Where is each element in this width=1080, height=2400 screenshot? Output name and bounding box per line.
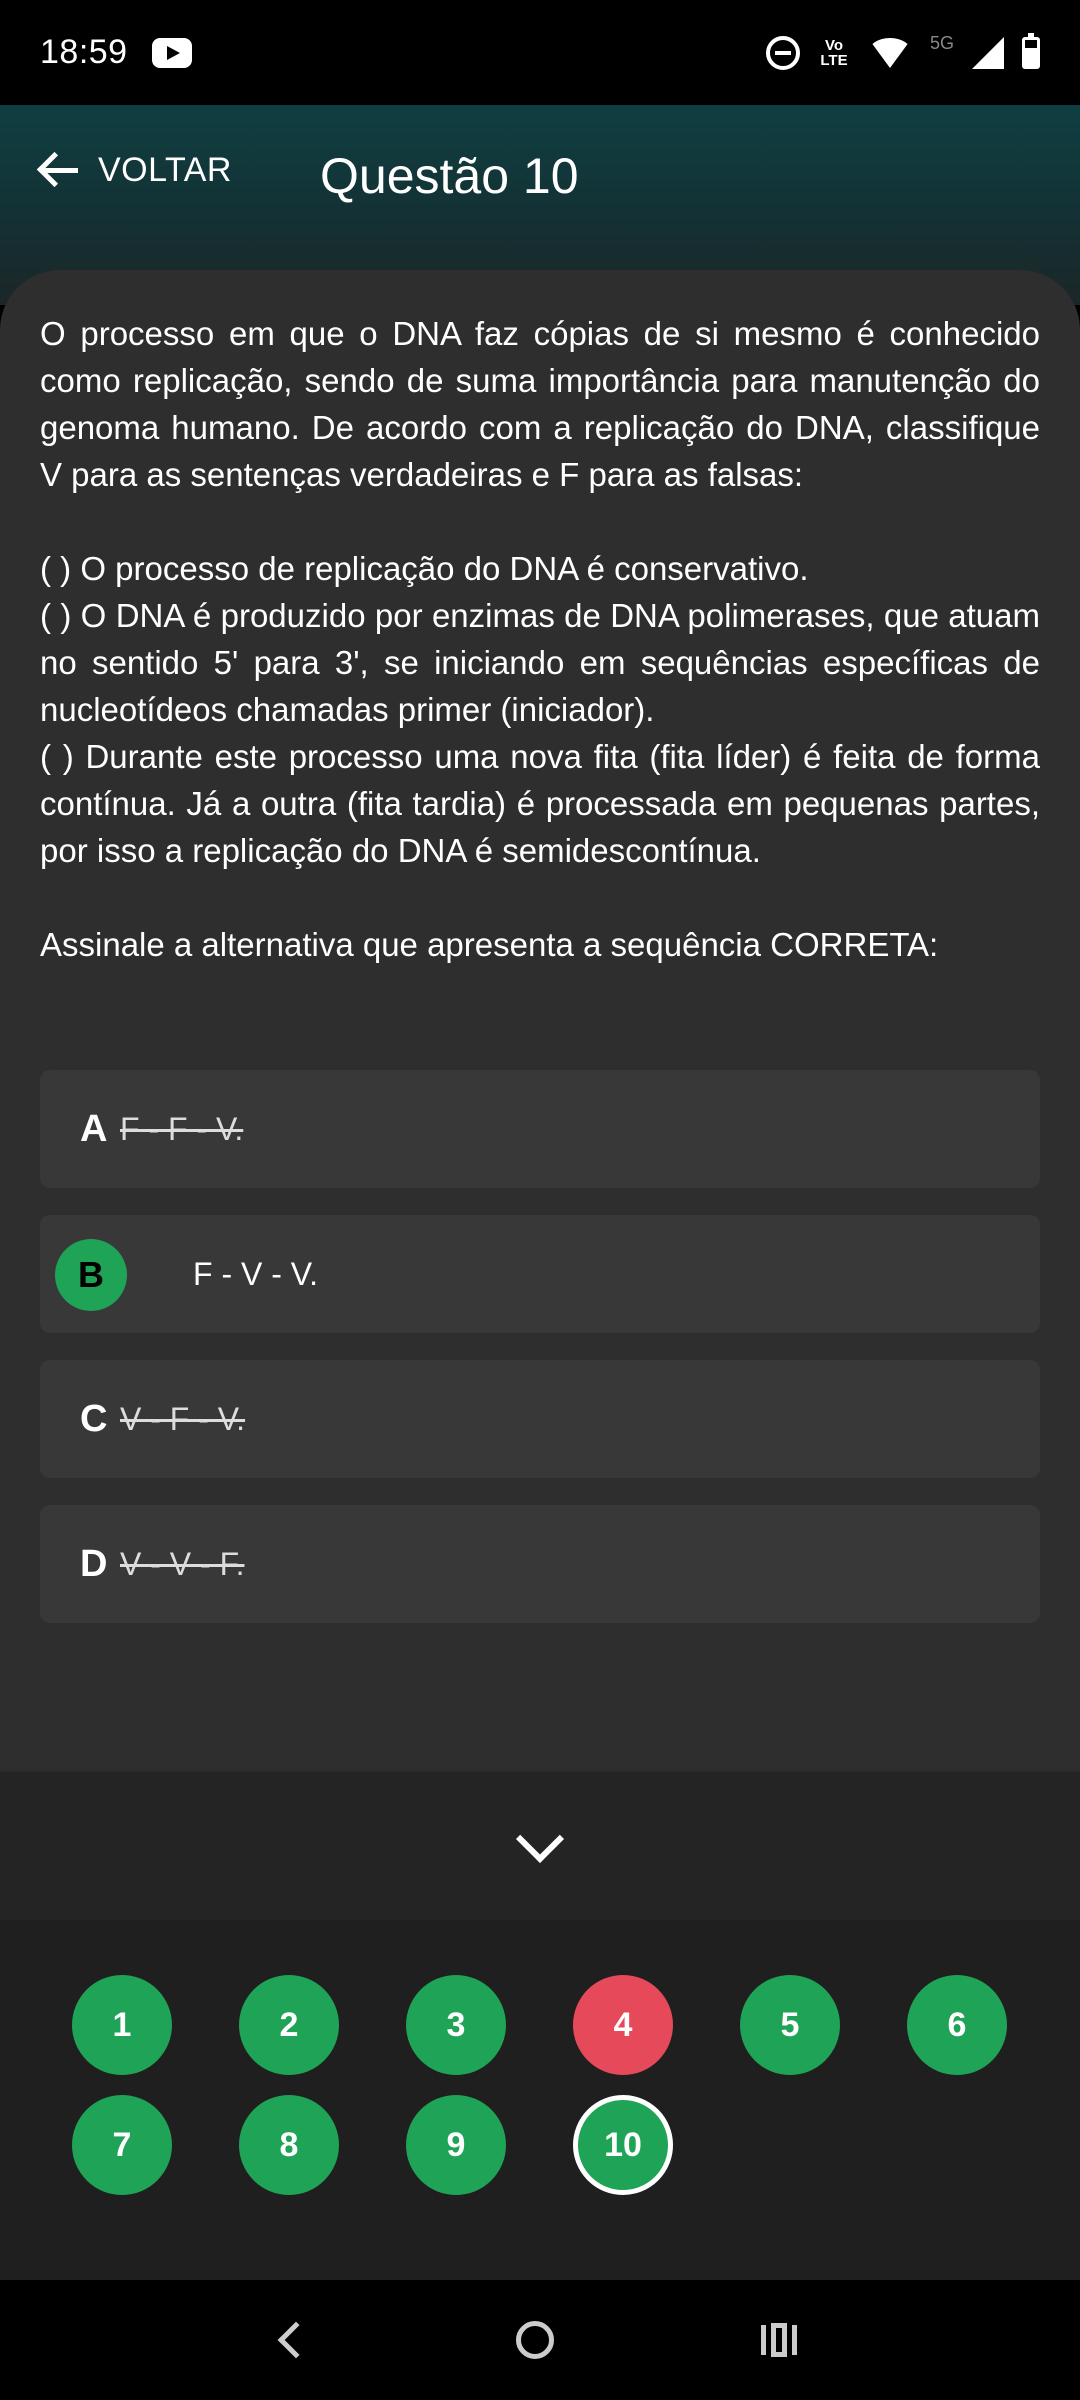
question-number-button[interactable]: 2 xyxy=(239,1975,339,2075)
option-text: V - V - F. xyxy=(120,1545,245,1582)
option-c[interactable] xyxy=(40,1360,1040,1478)
question-number-button-current[interactable]: 10 xyxy=(573,2095,673,2195)
option-letter: C xyxy=(80,1397,108,1440)
question-text xyxy=(40,310,1040,968)
question-number-button[interactable]: 1 xyxy=(72,1975,172,2075)
question-number-button[interactable]: 9 xyxy=(406,2095,506,2195)
question-number-button[interactable]: 3 xyxy=(406,1975,506,2075)
question-number-button[interactable]: 5 xyxy=(740,1975,840,2075)
option-text: V - F - V. xyxy=(120,1400,246,1437)
arrow-left-icon xyxy=(36,150,80,190)
option-letter: A xyxy=(80,1107,108,1150)
battery-icon xyxy=(1022,37,1040,69)
question-card xyxy=(0,270,1080,1770)
question-number-button[interactable]: 7 xyxy=(72,2095,172,2195)
option-letter: D xyxy=(80,1542,108,1585)
system-home-icon[interactable] xyxy=(516,2321,554,2359)
signal-icon xyxy=(972,37,1004,69)
statement-2: ( ) O DNA é produzido por enzimas de DNA polimerases, que atuam no sentido 5' para 3', se iniciando em sequências específicas de nucleotídeos chamadas primer (iniciador). xyxy=(40,597,1040,728)
option-a[interactable] xyxy=(40,1070,1040,1188)
option-text: F - V - V. xyxy=(193,1255,319,1292)
collapse-panel-button[interactable] xyxy=(0,1770,1080,1920)
network-type: 5G xyxy=(929,33,954,53)
question-navigator xyxy=(0,1770,1080,2280)
option-text: F - F - V. xyxy=(120,1110,244,1147)
dnd-icon xyxy=(766,36,800,70)
wifi-icon xyxy=(868,38,912,68)
youtube-icon xyxy=(152,38,192,68)
volte-icon: Vo LTE xyxy=(820,36,848,69)
question-intro: O processo em que o DNA faz cópias de si mesmo é conhecido como replicação, sendo de suma importância para manutenção do genoma humano. De acordo com a replicação do DNA, classifique V para as sentenças verdadeiras e F para as falsas: xyxy=(40,315,1040,493)
system-recents-icon[interactable] xyxy=(761,2323,797,2357)
status-icons xyxy=(766,33,1040,70)
question-number-button[interactable]: 8 xyxy=(239,2095,339,2195)
back-label: VOLTAR xyxy=(98,150,232,189)
option-b[interactable] xyxy=(40,1215,1040,1333)
statement-1: ( ) O processo de replicação do DNA é conservativo. xyxy=(40,550,809,587)
system-navigation-bar xyxy=(0,2280,1080,2400)
question-prompt: Assinale a alternativa que apresenta a sequência CORRETA: xyxy=(40,926,939,963)
question-number-button[interactable]: 4 xyxy=(573,1975,673,2075)
selected-answer-badge: B xyxy=(55,1239,127,1311)
question-number-button[interactable]: 6 xyxy=(907,1975,1007,2075)
answer-options xyxy=(40,1070,1040,1650)
option-d[interactable] xyxy=(40,1505,1040,1623)
question-number-grid xyxy=(72,1975,1012,2195)
chevron-down-icon xyxy=(516,1815,564,1863)
page-title: Questão 10 xyxy=(320,148,579,204)
system-back-icon[interactable] xyxy=(278,2322,315,2359)
back-button[interactable] xyxy=(36,150,232,190)
status-time: 18:59 xyxy=(40,33,128,71)
status-bar xyxy=(0,0,1080,105)
statement-3: ( ) Durante este processo uma nova fita (fita líder) é feita de forma contínua. Já a outra (fita tardia) é processada em pequenas partes, por isso a replicação do DNA é semidescontínua. xyxy=(40,738,1040,869)
